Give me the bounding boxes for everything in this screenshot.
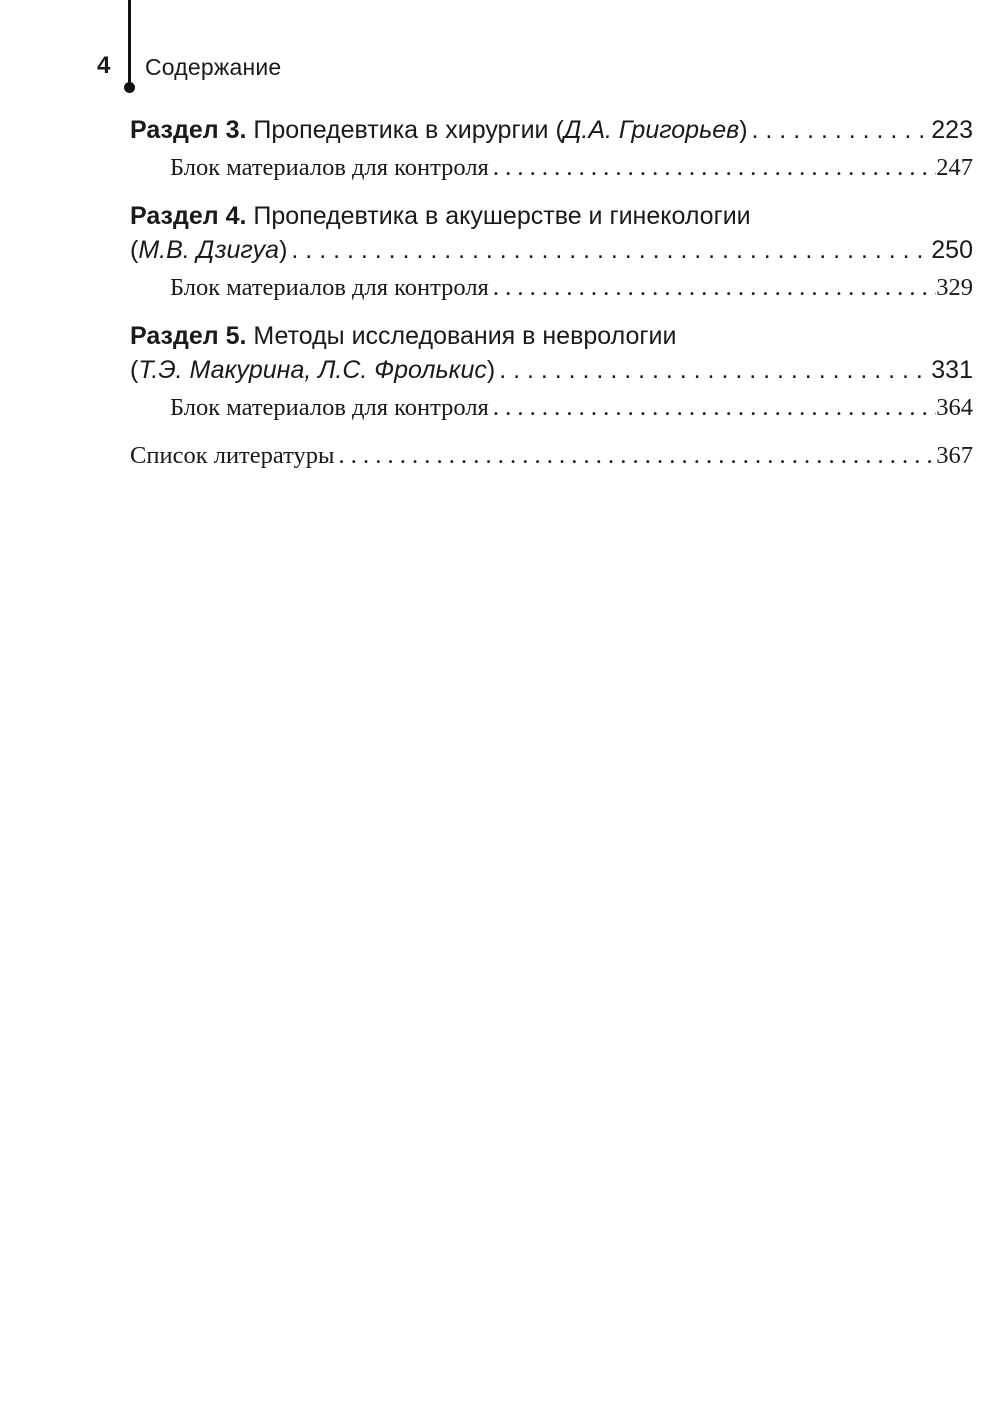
section-author: Д.А. Григорьев [563,116,740,144]
toc-entry-section-5-control[interactable] [130,394,973,432]
leader-dots [489,154,936,182]
page-ref: 250 [931,236,973,264]
leader-dots [287,236,931,265]
section-author: М.В. Дзигуа [138,236,280,264]
paren-close: ) [739,116,748,144]
section-title: Пропедевтика в хирургии ( [246,116,564,144]
toc-entry-section-4-control[interactable] [130,274,973,312]
section-label: Раздел 5. [130,322,247,350]
section-author: Т.Э. Макурина, Л.С. Фролькис [138,356,487,384]
page-ref: 364 [936,394,973,421]
header-rule-dot [124,82,135,93]
toc-entry-section-5-line-1[interactable] [130,322,973,356]
paren-close: ) [279,236,288,264]
page-number: 4 [97,52,111,79]
toc-entry-title [130,202,751,231]
leader-dots [334,442,936,470]
toc-entry-section-5-line-2[interactable] [130,356,973,394]
header-rule [128,0,131,86]
toc-entry-section-4-line-1[interactable] [130,202,973,236]
leader-dots [495,356,931,385]
page-ref: 329 [936,274,973,301]
toc-entry-author-line [130,236,287,265]
leader-dots [748,116,932,145]
table-of-contents [130,116,973,480]
toc-entry-section-3[interactable] [130,116,973,154]
toc-entry-title: Блок материалов для контроля [170,274,489,301]
section-title: Методы исследования в неврологии [246,322,677,350]
page-ref: 331 [931,356,973,384]
page-ref: 223 [931,116,973,144]
leader-dots [489,394,936,422]
toc-entry-title: Блок материалов для контроля [170,154,489,181]
toc-entry-title [130,116,748,145]
toc-entry-references[interactable] [130,442,973,480]
paren-close: ) [486,356,496,384]
section-title: Пропедевтика в акушерстве и гинекологии [246,202,751,230]
toc-entry-title [130,322,676,351]
page-ref: 367 [936,442,973,469]
paren-open: ( [130,356,139,384]
toc-entry-title: Блок материалов для контроля [170,394,489,421]
toc-entry-section-4-line-2[interactable] [130,236,973,274]
section-label: Раздел 3. [130,116,247,144]
toc-entry-title: Список литературы [130,442,335,469]
section-label: Раздел 4. [130,202,247,230]
leader-dots [489,274,936,302]
running-title: Содержание [145,54,282,80]
paren-open: ( [130,236,139,264]
toc-entry-author-line [130,356,495,385]
page-ref: 247 [936,154,973,181]
toc-entry-section-3-control[interactable] [130,154,973,192]
